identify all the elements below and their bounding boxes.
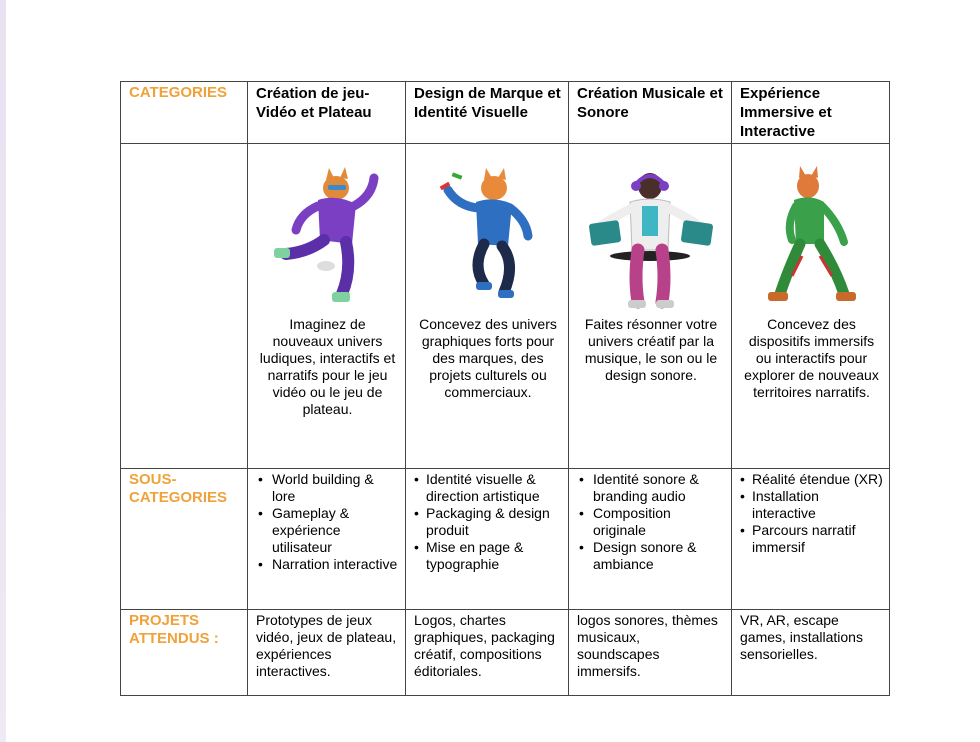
subcategories-label: SOUS- CATEGORIES: [129, 471, 228, 506]
column-header: [732, 82, 890, 144]
cat-cyber-figure: [740, 146, 883, 316]
subcategory-list: [577, 471, 725, 573]
projects-label-cell: [121, 610, 248, 696]
column-description: Concevez des dispositifs immersifs ou interactifs pour explorer de nouveaux territoires narratifs.: [744, 316, 879, 400]
subcategories-label-cell: [121, 469, 248, 610]
illustration-cell: [248, 144, 406, 469]
column-title: Création de jeu-Vidéo et Plateau: [256, 85, 372, 121]
list-item: • Design sonore & ambiance: [577, 539, 725, 573]
column-title: Création Musicale et Sonore: [577, 85, 723, 121]
subcategory-list: [740, 471, 883, 556]
list-item: • Installation interactive: [740, 488, 883, 522]
illustration-row: [121, 144, 890, 469]
list-item: • Packaging & design produit: [414, 505, 562, 539]
projects-text: Prototypes de jeux vidéo, jeux de plateau, expériences interactives.: [256, 612, 397, 679]
list-item: • Identité sonore & branding audio: [577, 471, 725, 505]
projects-row: [121, 610, 890, 696]
illustration-cell: [569, 144, 732, 469]
column-header: [248, 82, 406, 144]
list-item: • Composition originale: [577, 505, 725, 539]
list-item: • Gameplay & expérience utilisateur: [256, 505, 399, 556]
column-header: [406, 82, 569, 144]
projects-cell: [569, 610, 732, 696]
list-item: • Parcours narratif immersif: [740, 522, 883, 556]
categories-label: CATEGORIES: [129, 84, 228, 101]
projects-label: PROJETS ATTENDUS :: [129, 612, 219, 647]
subcategory-list: [256, 471, 399, 573]
subcategories-row: [121, 469, 890, 610]
left-edge-strip: [0, 0, 6, 742]
cat-designer-figure: [414, 146, 562, 316]
empty-label-cell: [121, 144, 248, 469]
subcategories-cell: [406, 469, 569, 610]
categories-table: [120, 81, 890, 696]
projects-cell: [248, 610, 406, 696]
subcategories-cell: [569, 469, 732, 610]
column-description: Faites résonner votre univers créatif par la musique, le son ou le design sonore.: [584, 316, 718, 383]
cat-gamer-figure: [256, 146, 399, 316]
projects-text: VR, AR, escape games, installations sensorielles.: [740, 612, 863, 662]
list-item: • World building & lore: [256, 471, 399, 505]
projects-cell: [732, 610, 890, 696]
column-title: Expérience Immersive et Interactive: [740, 85, 832, 140]
list-item: • Narration interactive: [256, 556, 399, 573]
subcategories-cell: [732, 469, 890, 610]
illustration-cell: [406, 144, 569, 469]
illustration-cell: [732, 144, 890, 469]
column-header: [569, 82, 732, 144]
list-item: • Mise en page & typographie: [414, 539, 562, 573]
subcategories-cell: [248, 469, 406, 610]
column-description: Imaginez de nouveaux univers ludiques, interactifs et narratifs pour le jeu vidéo ou le jeu de plateau.: [259, 316, 396, 417]
dj-figure: [577, 146, 725, 316]
column-description: Concevez des univers graphiques forts pour des marques, des projets culturels ou commerciaux.: [419, 316, 557, 400]
projects-text: Logos, chartes graphiques, packaging créatif, compositions éditoriales.: [414, 612, 555, 679]
projects-cell: [406, 610, 569, 696]
column-title: Design de Marque et Identité Visuelle: [414, 85, 561, 121]
categories-label-cell: [121, 82, 248, 144]
list-item: • Réalité étendue (XR): [740, 471, 883, 488]
projects-text: logos sonores, thèmes musicaux, soundscapes immersifs.: [577, 612, 718, 679]
list-item: • Identité visuelle & direction artistique: [414, 471, 562, 505]
header-row: [121, 82, 890, 144]
subcategory-list: [414, 471, 562, 573]
